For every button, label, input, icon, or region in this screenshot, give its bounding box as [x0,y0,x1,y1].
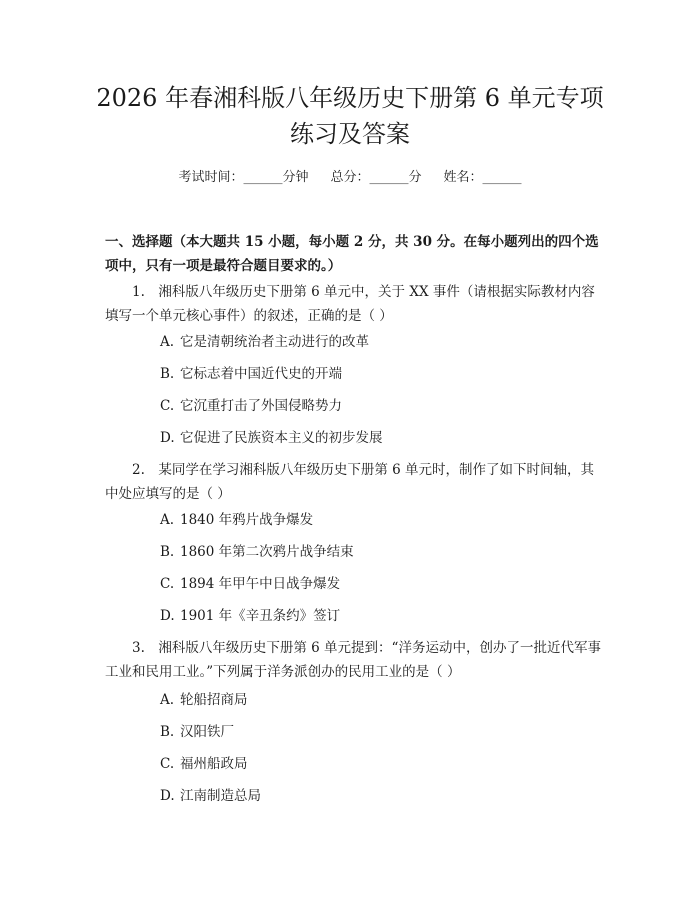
exam-name: 姓名：______ [443,170,522,185]
question-3-option-d [160,786,261,806]
option-text: 它标志着中国近代史的开端 [180,366,342,382]
question-1-option-c [160,396,342,416]
option-letter: C. [160,398,175,414]
option-letter: B. [160,366,175,382]
option-text: 1840 年鸦片战争爆发 [180,512,314,528]
option-letter: D. [160,430,175,446]
question-1-option-a [160,332,369,352]
option-letter: C. [160,756,175,772]
option-letter: B. [160,724,175,740]
option-letter: A. [160,334,175,350]
question-3-option-b [160,722,234,742]
question-1-option-b [160,364,342,384]
exam-info [0,168,700,188]
question-1-option-d [160,428,383,448]
question-1-stem: 1. 湘科版八年级历史下册第 6 单元中，关于 XX 事件（请根据实际教材内容填写一个单元核心事件）的叙述，正确的是（ ） [105,284,595,324]
option-text: 1901 年《辛丑条约》签订 [180,608,341,624]
question-2-stem: 2. 某同学在学习湘科版八年级历史下册第 6 单元时，制作了如下时间轴，其中处应填写的是（ ） [105,462,595,502]
question-3-option-a [160,690,248,710]
option-text: 轮船招商局 [180,692,248,708]
option-text: 福州船政局 [180,756,248,772]
question-2-option-c [160,574,340,594]
option-text: 它是清朝统治者主动进行的改革 [180,334,369,350]
option-letter: D. [160,608,175,624]
question-2-option-d [160,606,340,626]
option-text: 江南制造总局 [180,788,261,804]
option-letter: C. [160,576,175,592]
document-title: 2026 年春湘科版八年级历史下册第 6 单元专项练习及答案 [96,84,604,148]
option-text: 1894 年甲午中日战争爆发 [180,576,341,592]
option-letter: A. [160,512,175,528]
exam-score: 总分：______分 [330,170,422,185]
question-2-option-b [160,542,354,562]
question-3-stem: 3. 湘科版八年级历史下册第 6 单元提到：“洋务运动中，创办了一批近代军事工业和民用工业。”下列属于洋务派创办的民用工业的是（ ） [105,640,601,680]
option-text: 1860 年第二次鸦片战争结束 [180,544,354,560]
option-letter: D. [160,788,175,804]
option-letter: A. [160,692,175,708]
option-letter: B. [160,544,175,560]
section-heading: 一、选择题（本大题共 15 小题，每小题 2 分，共 30 分。在每小题列出的四个选项中，只有一项是最符合题目要求的。） [105,234,599,274]
option-text: 它促进了民族资本主义的初步发展 [180,430,383,446]
option-text: 汉阳铁厂 [180,724,234,740]
question-3-option-c [160,754,248,774]
question-2-option-a [160,510,313,530]
exam-time: 考试时间：______分钟 [178,170,309,185]
option-text: 它沉重打击了外国侵略势力 [180,398,342,414]
